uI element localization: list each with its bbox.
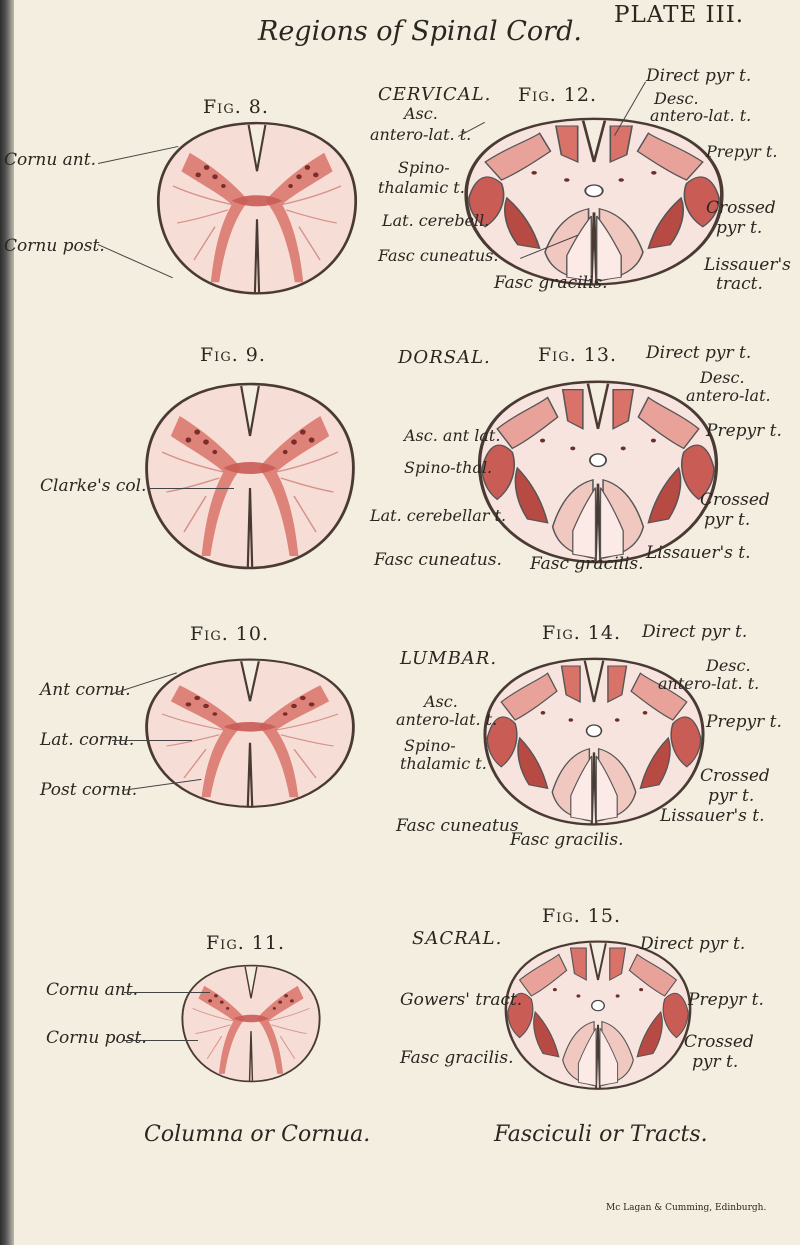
fig13-label-crossed: Crossed xyxy=(700,490,770,510)
fig12-label-asc: Asc. xyxy=(404,104,438,123)
fig8-label-cornu-ant: Cornu ant. xyxy=(4,150,96,170)
fig13-label-desc: Desc. xyxy=(700,368,745,387)
fig14-label-desc: Desc. xyxy=(706,656,751,675)
fig11-label-cornu-ant: Cornu ant. xyxy=(46,980,138,1000)
fig12-label-thalamic: thalamic t. xyxy=(378,178,465,197)
page-title: Regions of Spinal Cord. xyxy=(258,16,582,47)
fig10-label: Fig. 10. xyxy=(190,623,269,645)
fig14-label-asc: Asc. xyxy=(424,692,458,711)
fig14-label-direct-pyr: Direct pyr t. xyxy=(642,622,748,642)
book-binding-edge xyxy=(0,0,14,1245)
fig9-label-clarkes-col: Clarke's col. xyxy=(40,476,147,496)
fig14-label-crossed: Crossed xyxy=(700,766,770,786)
fig13-label-fasc-gracilis: Fasc gracilis. xyxy=(530,554,644,574)
fig10-label-post-cornu: Post cornu. xyxy=(40,780,138,800)
fig8-label-cornu-post: Cornu post. xyxy=(4,236,105,256)
fig13-label-lat-cerebellar: Lat. cerebellar t. xyxy=(370,506,507,525)
fig15-tract-section xyxy=(500,932,696,1092)
fig15-label-direct-pyr: Direct pyr t. xyxy=(640,934,746,954)
fig12-label-crossed-pyr: pyr t. xyxy=(716,218,763,238)
fig12-region: CERVICAL. xyxy=(378,84,492,105)
fig12-label-antero-lat: antero-lat. t. xyxy=(370,125,472,144)
fig15-region: SACRAL. xyxy=(412,928,503,949)
fig14-label-fasc-cuneatus: Fasc cuneatus xyxy=(396,816,519,836)
fig11-leader-cornu-ant xyxy=(124,992,210,993)
fig9-cord-section xyxy=(140,372,360,572)
fig13-label-spino-thal: Spino-thal. xyxy=(404,458,493,477)
fig14-label-fasc-gracilis: Fasc gracilis. xyxy=(510,830,624,850)
fig13-label-lissauer: Lissauer's t. xyxy=(646,543,751,563)
fig13-label-direct-pyr: Direct pyr t. xyxy=(646,343,752,363)
fig14-label-spino: Spino- xyxy=(404,736,456,755)
fig12-label-fasc-gracilis: Fasc gracilis. xyxy=(494,273,608,293)
fig12-label-tract: tract. xyxy=(716,274,763,294)
fig15-label-crossed: Crossed xyxy=(684,1032,754,1052)
fig14-label-antero-lat: antero-lat. t. xyxy=(396,710,498,729)
fig12-label-prepyr: Prepyr t. xyxy=(706,142,778,161)
fig12-label-lissauer: Lissauer's xyxy=(704,255,791,275)
fig14-label-thalamic: thalamic t. xyxy=(400,754,487,773)
fig12-label-lat-cerebell: Lat. cerebell. xyxy=(382,211,490,230)
fig13-label-fasc-cuneatus: Fasc cuneatus. xyxy=(374,550,502,570)
fig12-label-crossed: Crossed xyxy=(706,198,776,218)
fig10-label-lat-cornu: Lat. cornu. xyxy=(40,730,135,750)
fig15-label-crossed-pyr: pyr t. xyxy=(692,1052,739,1072)
fig13-label-asc-ant-lat: Asc. ant lat. xyxy=(404,426,501,445)
fig14-label-antero-lat-r: antero-lat. t. xyxy=(658,674,760,693)
fig15-label-prepyr: Prepyr t. xyxy=(688,990,764,1010)
fig11-label-cornu-post: Cornu post. xyxy=(46,1028,147,1048)
fig12-label: Fig. 12. xyxy=(518,84,597,106)
fig14-label: Fig. 14. xyxy=(542,622,621,644)
fig14-label-lissauer: Lissauer's t. xyxy=(660,806,765,826)
fig14-label-crossed-pyr: pyr t. xyxy=(708,786,755,806)
fig13-label-antero-lat: antero-lat. xyxy=(686,386,771,405)
fig8-label: Fig. 8. xyxy=(203,96,269,118)
fig12-label-spino: Spino- xyxy=(398,158,450,177)
plate-number: PLATE III. xyxy=(614,2,745,28)
fig13-region: DORSAL. xyxy=(398,347,491,368)
caption-fasciculi: Fasciculi or Tracts. xyxy=(494,1122,708,1147)
fig13-label-crossed-pyr: pyr t. xyxy=(704,510,751,530)
fig12-label-fasc-cuneatus: Fasc cuneatus. xyxy=(378,246,499,265)
fig14-region: LUMBAR. xyxy=(400,648,498,669)
fig12-tract-section xyxy=(458,108,730,288)
fig14-label-prepyr: Prepyr t. xyxy=(706,712,782,732)
fig12-label-direct-pyr: Direct pyr t. xyxy=(646,66,752,86)
fig8-cord-section xyxy=(152,112,362,297)
fig15-label-gowers: Gowers' tract. xyxy=(400,990,523,1010)
fig11-label: Fig. 11. xyxy=(206,932,285,954)
printer-imprint: Mc Lagan & Cumming, Edinburgh. xyxy=(606,1203,767,1213)
fig12-label-antero-lat-r: antero-lat. t. xyxy=(650,106,752,125)
fig15-label: Fig. 15. xyxy=(542,905,621,927)
fig10-leader-lat xyxy=(112,740,192,741)
fig13-label-prepyr: Prepyr t. xyxy=(706,421,782,441)
fig15-label-fasc-gracilis: Fasc gracilis. xyxy=(400,1048,514,1068)
fig12-label-desc: Desc. xyxy=(654,89,699,108)
fig10-label-ant-cornu: Ant cornu. xyxy=(40,680,131,700)
fig11-leader-cornu-post xyxy=(124,1040,198,1041)
fig9-leader-clarkes xyxy=(150,488,234,489)
caption-columna: Columna or Cornua. xyxy=(144,1122,371,1147)
fig13-label: Fig. 13. xyxy=(538,344,617,366)
fig11-cord-section xyxy=(178,958,324,1084)
fig9-label: Fig. 9. xyxy=(200,344,266,366)
